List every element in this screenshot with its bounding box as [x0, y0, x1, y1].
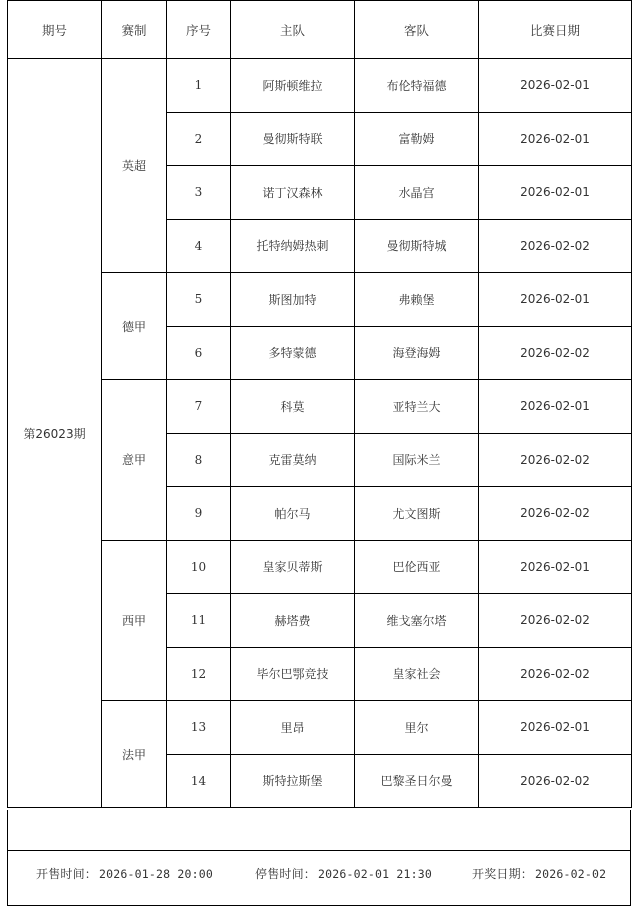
date-cell: 2026-02-02 — [479, 594, 632, 648]
header-issue: 期号 — [8, 1, 102, 59]
away-cell: 尤文图斯 — [355, 487, 479, 541]
table-row — [8, 273, 632, 327]
date-cell: 2026-02-01 — [479, 112, 632, 166]
draw-date — [472, 865, 606, 882]
num-cell: 14 — [167, 754, 231, 808]
date-cell: 2026-02-01 — [479, 701, 632, 755]
draw-date-label: 开奖日期： — [472, 867, 534, 881]
num-cell: 7 — [167, 380, 231, 434]
header-league: 赛制 — [102, 1, 167, 59]
home-cell: 克雷莫纳 — [231, 433, 355, 487]
away-cell: 曼彻斯特城 — [355, 219, 479, 273]
home-cell: 斯特拉斯堡 — [231, 754, 355, 808]
away-cell: 海登海姆 — [355, 326, 479, 380]
away-cell: 维戈塞尔塔 — [355, 594, 479, 648]
date-cell: 2026-02-02 — [479, 219, 632, 273]
away-cell: 水晶宫 — [355, 166, 479, 220]
header-num: 序号 — [167, 1, 231, 59]
home-cell: 帕尔马 — [231, 487, 355, 541]
away-cell: 巴黎圣日尔曼 — [355, 754, 479, 808]
home-cell: 多特蒙德 — [231, 326, 355, 380]
date-cell: 2026-02-02 — [479, 326, 632, 380]
sale-start-label: 开售时间： — [36, 867, 98, 881]
num-cell: 2 — [167, 112, 231, 166]
table-row — [8, 380, 632, 434]
away-cell: 布伦特福德 — [355, 59, 479, 113]
home-cell: 毕尔巴鄂竞技 — [231, 647, 355, 701]
footer-info — [7, 850, 631, 906]
num-cell: 13 — [167, 701, 231, 755]
away-cell: 皇家社会 — [355, 647, 479, 701]
num-cell: 3 — [167, 166, 231, 220]
num-cell: 4 — [167, 219, 231, 273]
header-away: 客队 — [355, 1, 479, 59]
date-cell: 2026-02-02 — [479, 487, 632, 541]
date-cell: 2026-02-02 — [479, 754, 632, 808]
date-cell: 2026-02-02 — [479, 647, 632, 701]
date-cell: 2026-02-01 — [479, 540, 632, 594]
date-cell: 2026-02-02 — [479, 433, 632, 487]
num-cell: 1 — [167, 59, 231, 113]
num-cell: 10 — [167, 540, 231, 594]
date-cell: 2026-02-01 — [479, 380, 632, 434]
num-cell: 5 — [167, 273, 231, 327]
table-row — [8, 540, 632, 594]
league-cell: 德甲 — [102, 273, 167, 380]
league-cell: 法甲 — [102, 701, 167, 808]
away-cell: 巴伦西亚 — [355, 540, 479, 594]
home-cell: 诺丁汉森林 — [231, 166, 355, 220]
away-cell: 弗赖堡 — [355, 273, 479, 327]
date-cell: 2026-02-01 — [479, 166, 632, 220]
home-cell: 斯图加特 — [231, 273, 355, 327]
table-header-row — [8, 1, 632, 59]
away-cell: 亚特兰大 — [355, 380, 479, 434]
home-cell: 曼彻斯特联 — [231, 112, 355, 166]
home-cell: 托特纳姆热刺 — [231, 219, 355, 273]
date-cell: 2026-02-01 — [479, 273, 632, 327]
home-cell: 科莫 — [231, 380, 355, 434]
num-cell: 8 — [167, 433, 231, 487]
draw-date-value: 2026-02-02 — [535, 867, 607, 881]
league-cell: 西甲 — [102, 540, 167, 701]
table-row — [8, 59, 632, 113]
away-cell: 国际米兰 — [355, 433, 479, 487]
sale-start-value: 2026-01-28 20:00 — [99, 867, 213, 881]
sale-stop-value: 2026-02-01 21:30 — [318, 867, 432, 881]
home-cell: 阿斯顿维拉 — [231, 59, 355, 113]
home-cell: 赫塔费 — [231, 594, 355, 648]
date-cell: 2026-02-01 — [479, 59, 632, 113]
table-row — [8, 701, 632, 755]
match-schedule-table — [7, 0, 632, 808]
away-cell: 里尔 — [355, 701, 479, 755]
num-cell: 6 — [167, 326, 231, 380]
num-cell: 11 — [167, 594, 231, 648]
sale-stop-label: 停售时间： — [255, 867, 317, 881]
sale-start — [36, 865, 213, 882]
num-cell: 9 — [167, 487, 231, 541]
home-cell: 皇家贝蒂斯 — [231, 540, 355, 594]
league-cell: 英超 — [102, 59, 167, 273]
sale-stop — [255, 865, 432, 882]
league-cell: 意甲 — [102, 380, 167, 541]
away-cell: 富勒姆 — [355, 112, 479, 166]
header-date: 比赛日期 — [479, 1, 632, 59]
issue-cell: 第26023期 — [8, 59, 102, 808]
blank-spacer-row — [7, 810, 631, 851]
header-home: 主队 — [231, 1, 355, 59]
home-cell: 里昂 — [231, 701, 355, 755]
num-cell: 12 — [167, 647, 231, 701]
